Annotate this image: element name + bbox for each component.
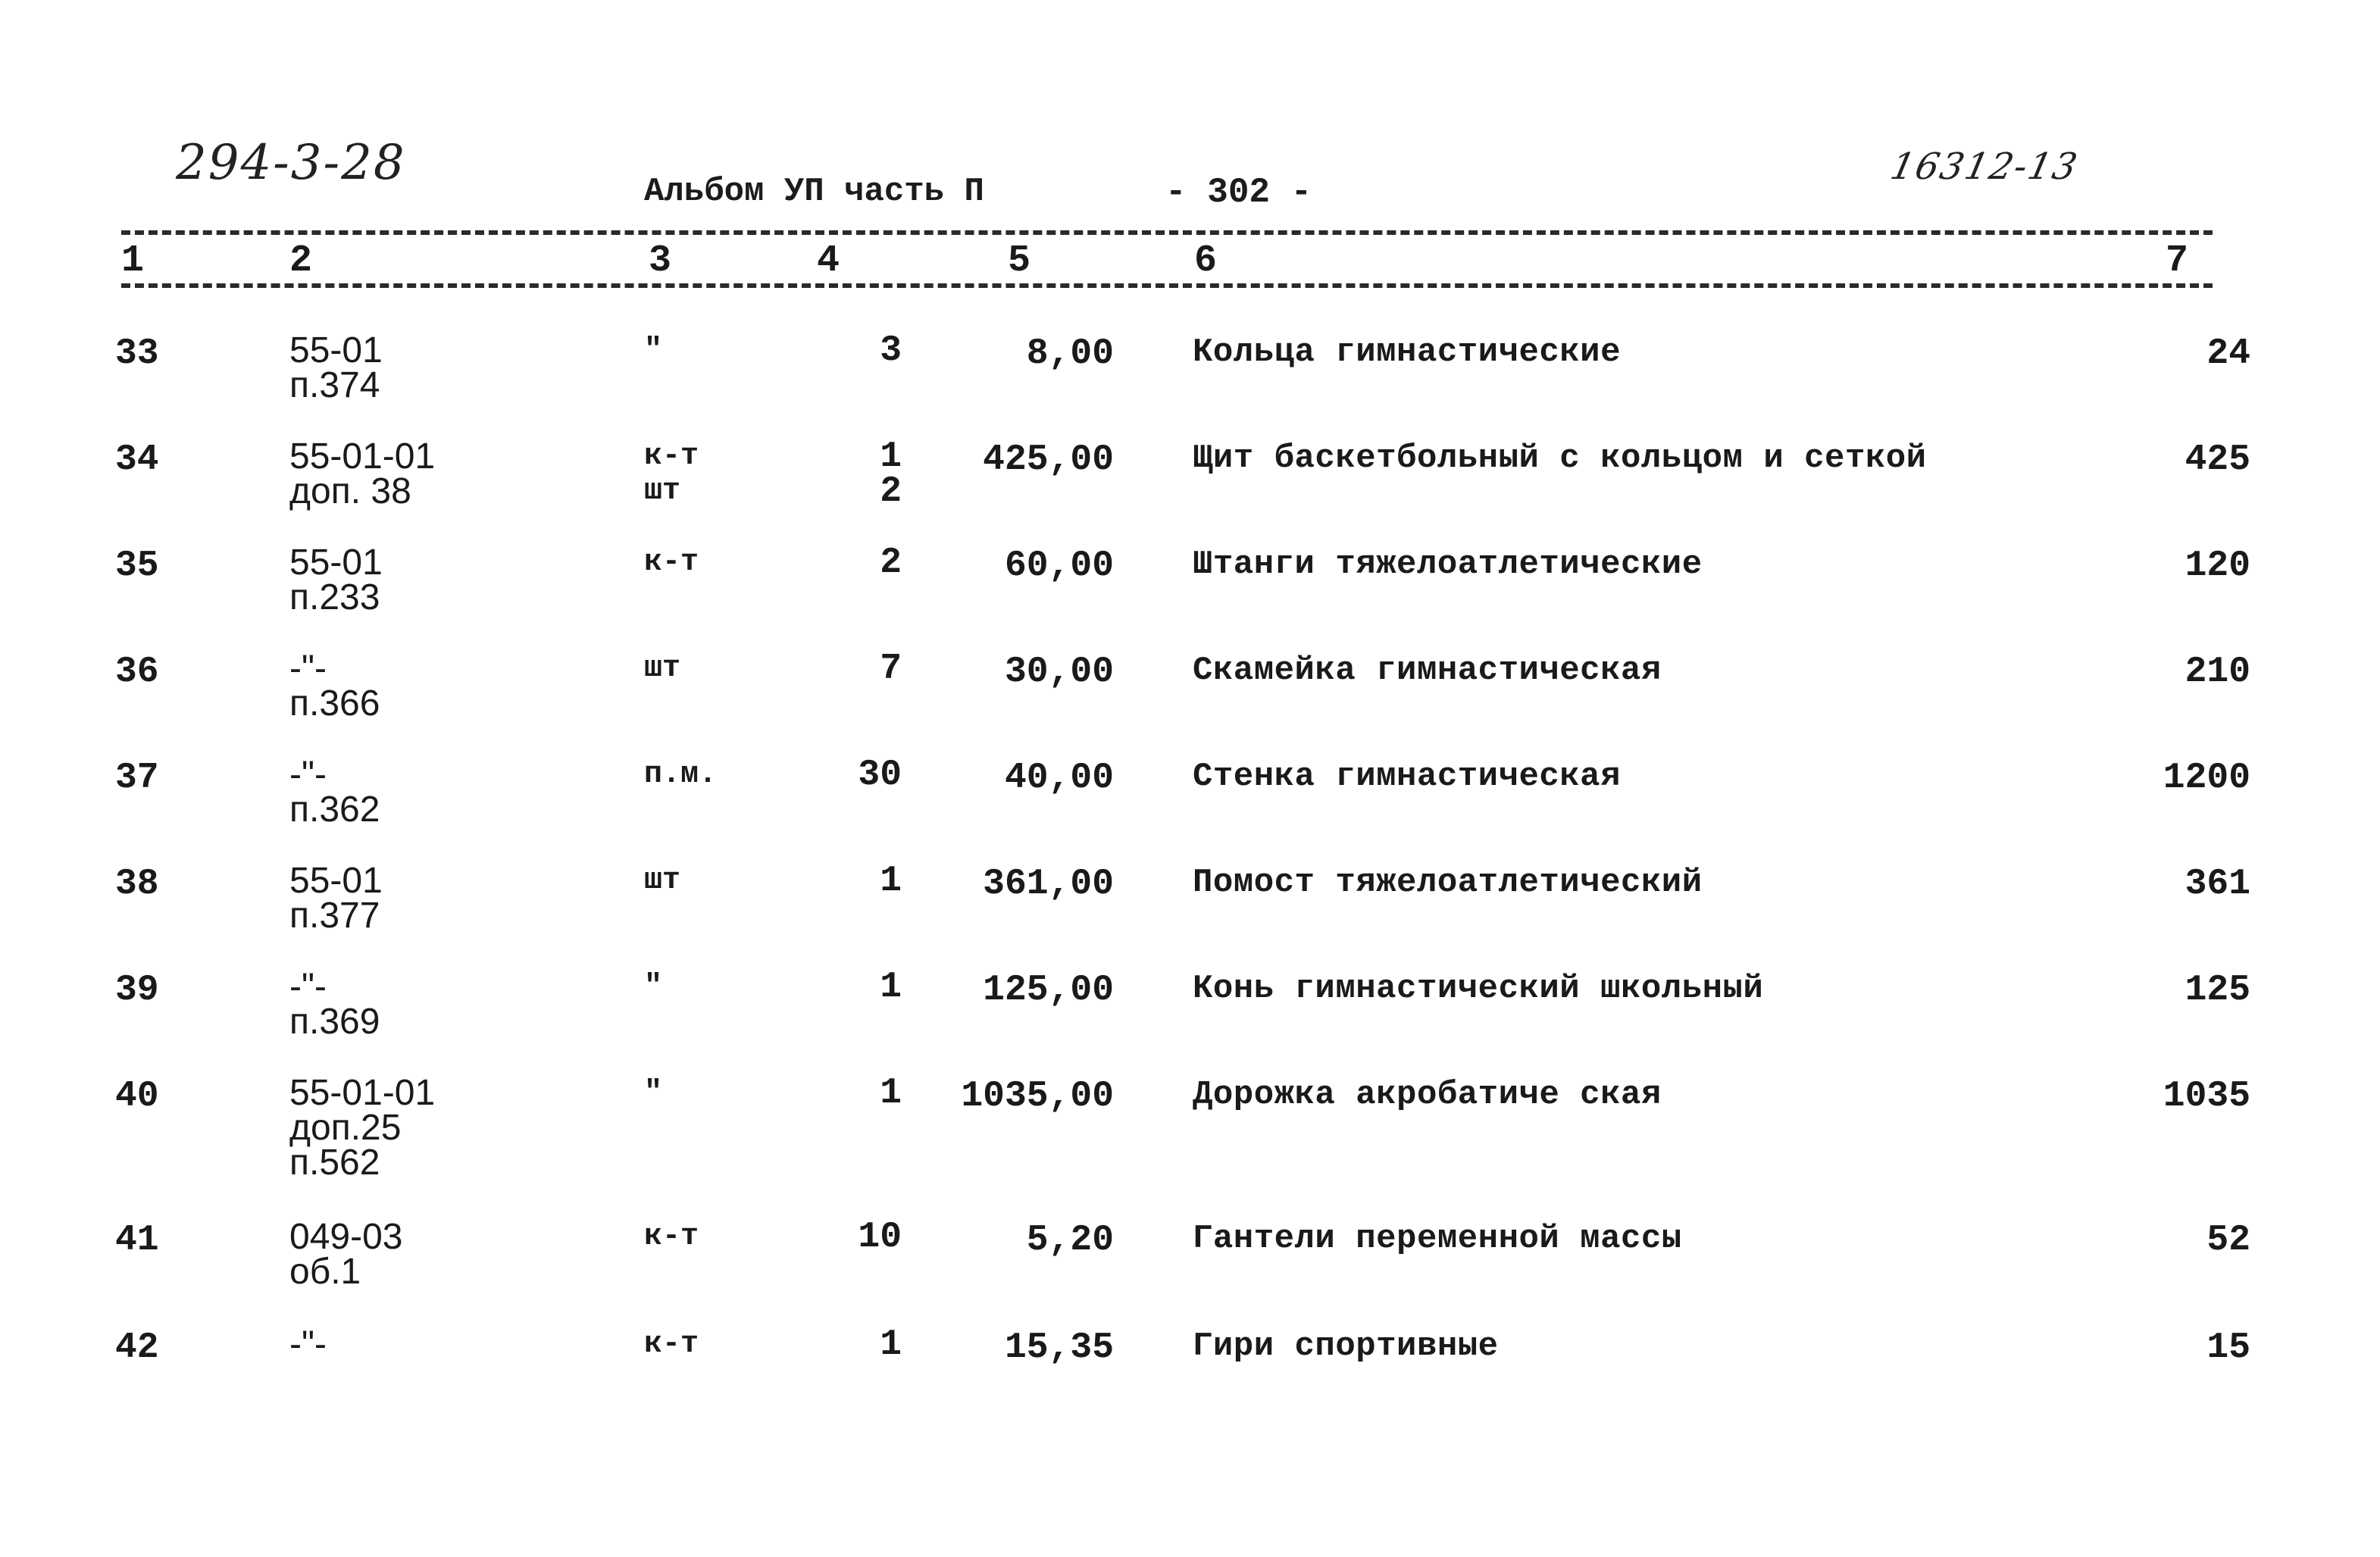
item-code-line: доп.25 (289, 1108, 402, 1148)
total-cost: 125 (2185, 970, 2250, 1011)
unit (644, 652, 680, 686)
row-number: 36 (115, 652, 159, 693)
item-code-line: -"- (289, 755, 327, 795)
unit (644, 864, 680, 899)
item-code-line: п.374 (289, 365, 380, 405)
column-number-6: 6 (1194, 239, 1218, 283)
column-number-7: 7 (2166, 239, 2189, 283)
quantity-line: 2 (880, 542, 902, 583)
unit-line: шт (644, 652, 681, 686)
row-number: 33 (115, 333, 159, 374)
quantity (803, 330, 902, 371)
unit-line: " (644, 333, 663, 367)
item-name: Гири спортивные (1193, 1327, 1499, 1365)
item-code-line: п.369 (289, 1002, 380, 1042)
unit-price: 30,00 (1004, 652, 1114, 693)
item-name: Кольца гимнастические (1193, 333, 1621, 371)
item-name: Скамейка гимнастическая (1193, 652, 1662, 689)
item-code (289, 967, 380, 1042)
quantity (803, 861, 902, 902)
quantity (803, 542, 902, 583)
quantity-line: 1 (880, 861, 902, 902)
page-number: - 302 - (1165, 173, 1312, 212)
unit-price: 8,00 (1026, 333, 1114, 374)
unit-line: п.м. (644, 758, 718, 792)
quantity (803, 1324, 902, 1365)
item-code-line: п.366 (289, 683, 380, 724)
document-code: 294-3-28 (176, 135, 406, 191)
unit-price: 60,00 (1004, 546, 1114, 586)
total-cost: 361 (2185, 864, 2250, 905)
item-code (289, 649, 380, 724)
item-code-line: об.1 (289, 1252, 361, 1292)
quantity-line: 1 (880, 436, 902, 477)
item-code-line: 55-01 (289, 330, 383, 370)
row-number: 35 (115, 546, 159, 586)
quantity-line: 30 (858, 755, 902, 796)
item-name: Штанги тяжелоатлетические (1193, 546, 1703, 583)
item-code-line: -"- (289, 1324, 327, 1365)
unit-price: 1035,00 (961, 1076, 1114, 1117)
unit (644, 1327, 699, 1362)
quantity (803, 1217, 902, 1258)
item-code-line: п.233 (289, 577, 380, 617)
quantity (803, 436, 902, 512)
item-code (289, 436, 436, 511)
item-code-line: 55-01-01 (289, 1073, 436, 1113)
unit-line: к-т (644, 439, 699, 474)
column-number-3: 3 (649, 239, 672, 283)
total-cost: 210 (2185, 652, 2250, 693)
unit-price: 15,35 (1004, 1327, 1114, 1368)
header-divider-bottom (121, 283, 2213, 288)
row-number: 40 (115, 1076, 159, 1117)
total-cost: 425 (2185, 439, 2250, 480)
header-divider-top (121, 230, 2213, 235)
item-code (289, 755, 380, 830)
quantity-line: 7 (880, 649, 902, 689)
unit-line: " (644, 970, 663, 1004)
total-cost: 1035 (2163, 1076, 2250, 1117)
unit-price: 5,20 (1026, 1220, 1114, 1261)
item-code-line: п.562 (289, 1143, 380, 1183)
total-cost: 1200 (2163, 758, 2250, 799)
total-cost: 120 (2185, 546, 2250, 586)
unit-price: 125,00 (983, 970, 1114, 1011)
unit-line: к-т (644, 546, 699, 580)
column-number-1: 1 (121, 239, 145, 283)
quantity-line: 3 (880, 330, 902, 371)
item-code (289, 1324, 327, 1365)
item-name: Дорожка акробатиче ская (1193, 1076, 1662, 1114)
item-code-line: 55-01 (289, 542, 383, 583)
unit-line: к-т (644, 1327, 699, 1362)
item-code-line: -"- (289, 649, 327, 689)
item-name: Помост тяжелоатлетический (1193, 864, 1703, 902)
column-number-5: 5 (1008, 239, 1031, 283)
unit-price: 425,00 (983, 439, 1114, 480)
item-code (289, 861, 383, 936)
unit-price: 361,00 (983, 864, 1114, 905)
unit-line: к-т (644, 1220, 699, 1254)
unit-line: шт (644, 474, 681, 508)
item-code-line: п.362 (289, 789, 380, 830)
row-number: 37 (115, 758, 159, 799)
unit (644, 970, 662, 1005)
quantity-line: 2 (880, 471, 902, 512)
row-number: 39 (115, 970, 159, 1011)
quantity (803, 1073, 902, 1114)
unit (644, 546, 699, 580)
row-number: 38 (115, 864, 159, 905)
item-name: Щит баскетбольный с кольцом и сеткой (1193, 439, 1927, 477)
column-number-2: 2 (289, 239, 313, 283)
item-name: Конь гимнастический школьный (1193, 970, 1764, 1008)
quantity (803, 967, 902, 1008)
item-code-line: 049-03 (289, 1217, 403, 1257)
item-code-line: п.377 (289, 896, 380, 936)
quantity-line: 1 (880, 1073, 902, 1114)
album-title: Альбом УП часть П (644, 173, 984, 211)
item-name: Стенка гимнастическая (1193, 758, 1621, 796)
unit (644, 1220, 699, 1255)
item-name: Гантели переменной массы (1193, 1220, 1682, 1258)
unit-line: шт (644, 864, 681, 898)
row-number: 34 (115, 439, 159, 480)
inventory-number: 16312-13 (1887, 145, 2082, 188)
quantity-line: 1 (880, 967, 902, 1008)
quantity-line: 1 (880, 1324, 902, 1365)
row-number: 41 (115, 1220, 159, 1261)
total-cost: 15 (2206, 1327, 2250, 1368)
item-code (289, 330, 383, 405)
column-number-4: 4 (817, 239, 840, 283)
item-code (289, 1073, 436, 1183)
unit-line: " (644, 1076, 663, 1110)
quantity-line: 10 (858, 1217, 902, 1258)
unit (644, 1076, 662, 1111)
quantity (803, 649, 902, 689)
unit (644, 333, 662, 368)
item-code-line: -"- (289, 967, 327, 1007)
total-cost: 52 (2206, 1220, 2250, 1261)
item-code-line: доп. 38 (289, 471, 411, 511)
unit (644, 758, 717, 793)
total-cost: 24 (2206, 333, 2250, 374)
unit (644, 439, 699, 509)
item-code-line: 55-01-01 (289, 436, 436, 477)
item-code (289, 1217, 403, 1292)
item-code-line: 55-01 (289, 861, 383, 901)
item-code (289, 542, 383, 617)
row-number: 42 (115, 1327, 159, 1368)
quantity (803, 755, 902, 796)
unit-price: 40,00 (1004, 758, 1114, 799)
